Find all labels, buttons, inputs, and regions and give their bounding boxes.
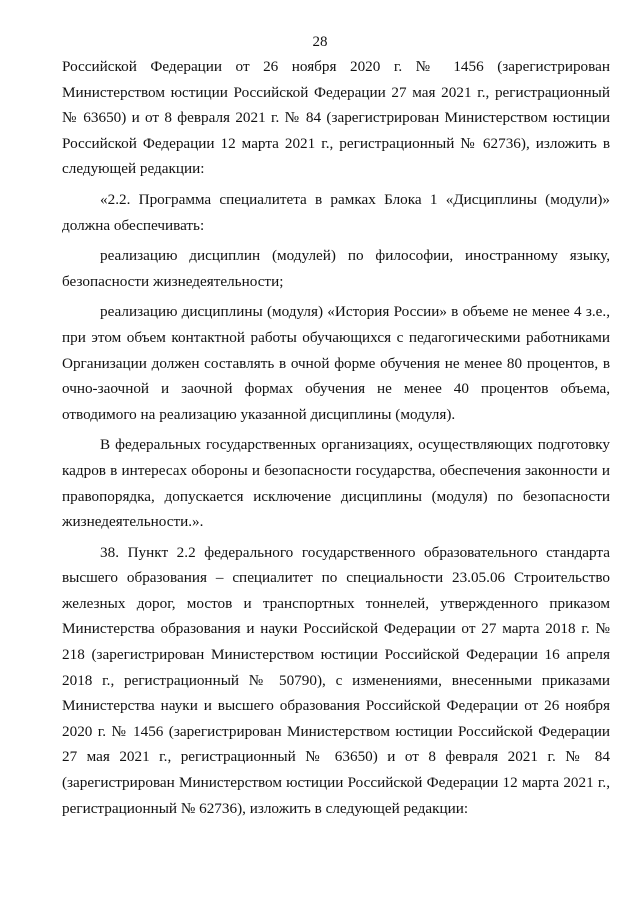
paragraph-history-course: реализацию дисциплины (модуля) «История России» в объеме не менее 4 з.е., при этом объем контактной работы обучающихся с педагогическими работниками Организации должен составлять в очной форме обучения не менее 80 процентов, в очно-заочной и заочной формах обучения не менее 40 процентов объема, отводимого на реализацию указанной дисциплины (модуля). (62, 303, 610, 423)
page-number: 28 (312, 34, 328, 50)
document-body (62, 54, 610, 821)
paragraph-continuation: Российской Федерации от 26 ноября 2020 г. № 1456 (зарегистрирован Министерством юстиции Российской Федерации 27 мая 2021 г., регистрационный № 63650) и от 8 февраля 2021 г. № 84 (зарегистрирован Министерством юстиции Российской Федерации 12 марта 2021 г., регистрационный № 62736), изложить в следующей редакции: (62, 58, 610, 178)
paragraph-clause-2-2: «2.2. Программа специалитета в рамках Блока 1 «Дисциплины (модули)» должна обеспечивать: (62, 190, 610, 234)
paragraph-federal-organizations: В федеральных государственных организациях, осуществляющих подготовку кадров в интересах обороны и безопасности государства, обеспечения законности и правопорядка, допускается исключение дисциплины (модуля) по безопасности жизнедеятельности.». (62, 436, 610, 531)
paragraph-item-38: 38. Пункт 2.2 федерального государственного образовательного стандарта высшего образования – специалитет по специальности 23.05.06 Строительство железных дорог, мостов и транспортных тоннелей, утвержденного приказом Министерства образования и науки Российской Федерации от 27 марта 2018 г. № 218 (зарегистрирован Министерством юстиции Российской Федерации 16 апреля 2018 г., регистрационный № 50790), с изменениями, внесенными приказами Министерства науки и высшего образования Российской Федерации от 26 ноября 2020 г. № 1456 (зарегистрирован Министерством юстиции Российской Федерации 27 мая 2021 г., регистрационный № 63650) и от 8 февраля 2021 г. № 84 (зарегистрирован Министерством юстиции Российской Федерации 12 марта 2021 г., регистрационный № 62736), изложить в следующей редакции: (62, 543, 610, 817)
paragraph-disciplines: реализацию дисциплин (модулей) по философии, иностранному языку, безопасности жизнедеятельности; (62, 247, 610, 290)
